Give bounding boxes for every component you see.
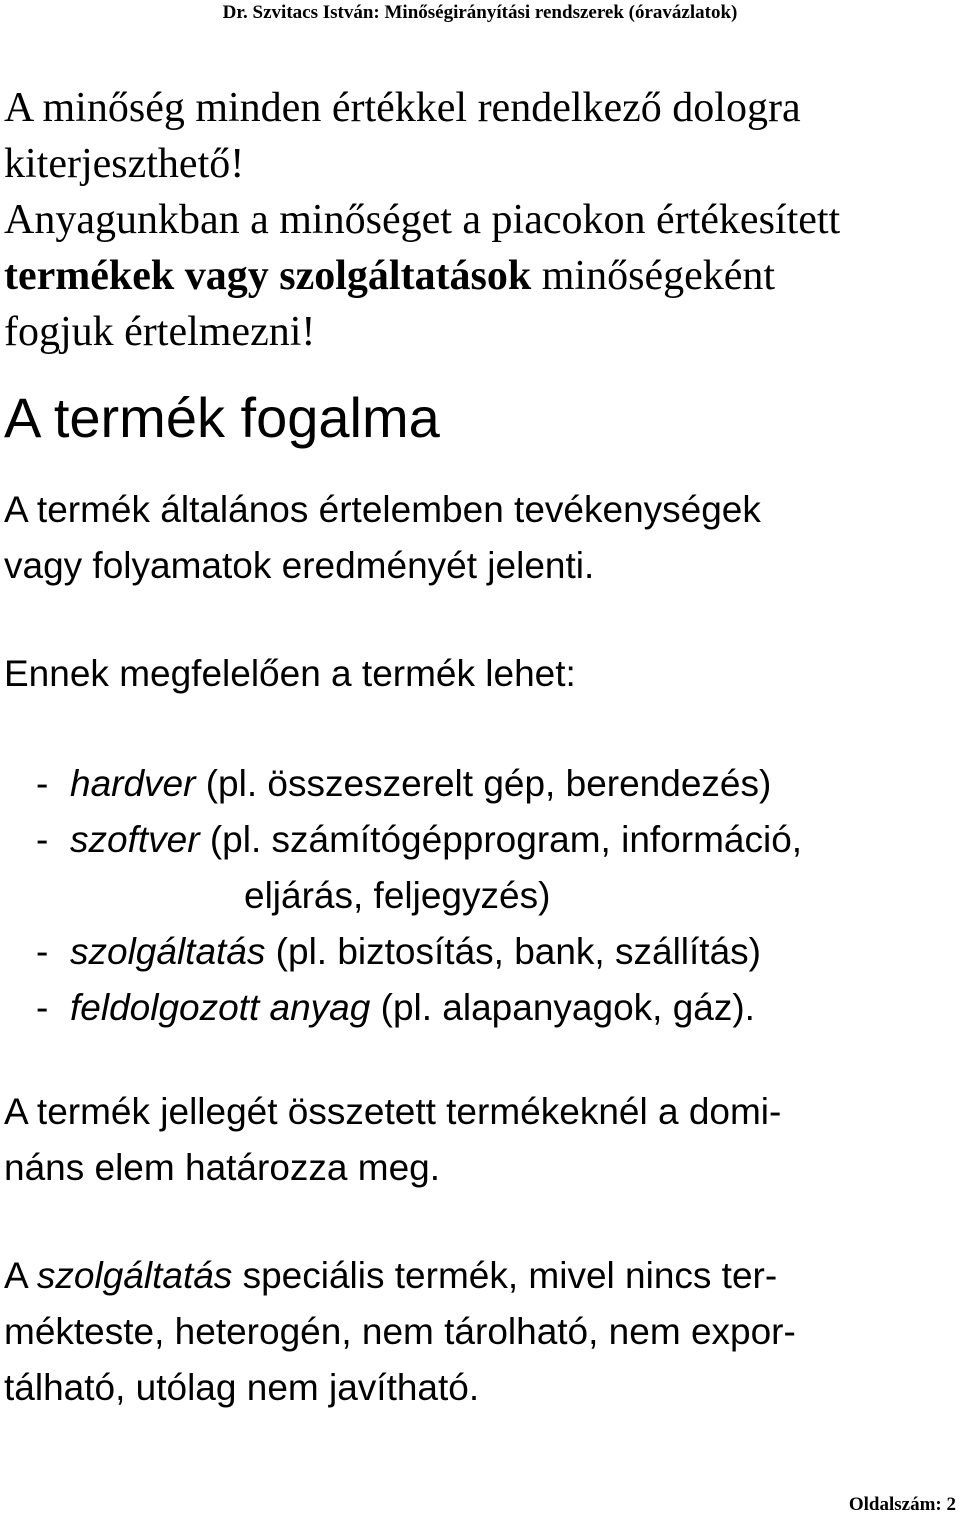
product-detail: (pl. alapanyagok, gáz). [370,987,755,1028]
intro-line: kiterjeszthető! [4,141,245,187]
list-lead: Ennek megfelelően a termék lehet: [4,653,576,694]
definition-line: vagy folyamatok eredményét jelenti. [4,545,595,586]
list-item [4,812,802,924]
intro-paragraph [4,80,840,360]
product-type-list [4,756,802,1036]
intro-line: A minőség minden értékkel rendelkező dologra [4,85,801,131]
definition-paragraph [4,482,761,594]
product-detail: (pl. összeszerelt gép, berendezés) [195,763,772,804]
definition-line: A termék általános értelemben tevékenységek [4,489,761,530]
bullet-dash: - [36,763,49,804]
bullet-dash: - [36,819,49,860]
service-line: tálható, utólag nem javítható. [4,1367,480,1408]
list-item [4,980,802,1036]
intro-line-rest: minőségeként [531,253,776,299]
section-heading: A termék fogalma [4,386,440,449]
composite-paragraph [4,1084,781,1196]
service-term: szolgáltatás [36,1255,233,1296]
product-term: feldolgozott anyag [70,987,371,1028]
service-line-rest: speciális termék, mivel nincs ter- [232,1255,778,1296]
product-detail: (pl. számítógépprogram, információ, [199,819,803,860]
service-line [4,1248,796,1304]
product-term: hardver [70,763,196,804]
bullet-dash: - [36,987,49,1028]
composite-line: A termék jellegét összetett termékeknél a domi- [4,1091,782,1132]
document-header: Dr. Szvitacs István: Minőségirányítási rendszerek (óravázlatok) [222,2,738,23]
intro-line: fogjuk értelmezni! [4,309,316,355]
list-item [4,924,802,980]
product-detail-continuation: eljárás, feljegyzés) [244,875,551,916]
product-detail: (pl. biztosítás, bank, szállítás) [265,931,761,972]
service-paragraph [4,1248,796,1416]
bullet-dash: - [36,931,49,972]
intro-bold-term: termékek vagy szolgáltatások [4,253,532,299]
composite-line: náns elem határozza meg. [4,1147,441,1188]
list-item [4,756,802,812]
product-term: szoftver [70,819,200,860]
product-term: szolgáltatás [70,931,266,972]
intro-line: Anyagunkban a minőséget a piacokon értékesített [4,197,841,243]
page-number: Oldalszám: 2 [848,1494,956,1515]
service-line: mékteste, heterogén, nem tárolható, nem expor- [4,1311,796,1352]
service-prefix: A [4,1255,37,1296]
intro-line-emphasis [4,248,840,304]
